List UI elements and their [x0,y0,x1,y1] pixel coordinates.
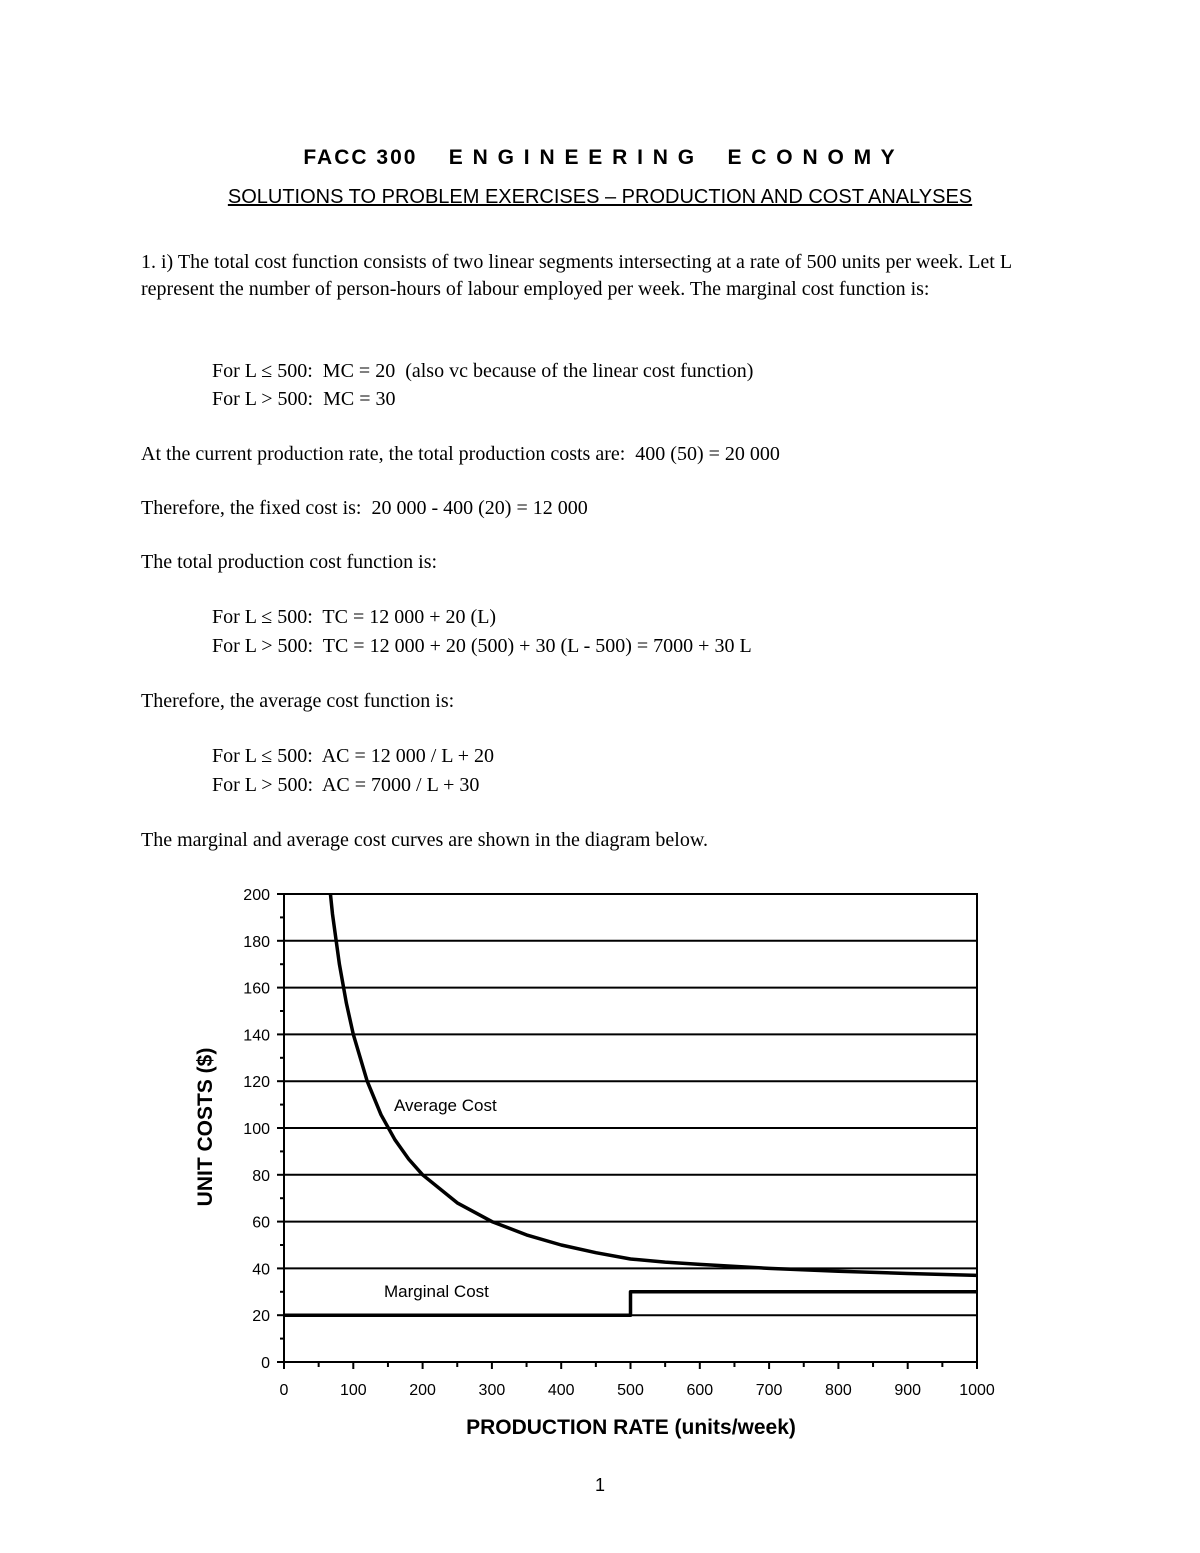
y-axis-title: UNIT COSTS ($) [194,1047,217,1207]
ac-heading: Therefore, the average cost function is: [141,690,455,712]
x-tick-label: 1000 [959,1382,995,1399]
average-cost-label: Average Cost [394,1096,497,1115]
fixed-cost: Therefore, the fixed cost is: 20 000 - 400 (20) = 12 000 [141,497,588,519]
x-tick-label: 900 [894,1382,922,1399]
ac-equation-2: For L > 500: AC = 7000 / L + 30 [212,774,480,796]
y-tick-label: 200 [243,887,270,904]
y-tick-label: 140 [243,1027,270,1045]
y-tick-label: 80 [252,1167,270,1185]
x-tick-label: 300 [478,1382,506,1399]
mc-equation-2: For L > 500: MC = 30 [212,388,396,410]
document-subtitle: SOLUTIONS TO PROBLEM EXERCISES – PRODUCTION AND COST ANALYSES [227,186,973,208]
y-tick-label: 120 [243,1074,270,1092]
x-tick-label: 800 [825,1382,852,1399]
y-tick-label: 40 [252,1261,270,1279]
y-tick-label: 20 [252,1308,270,1326]
y-tick-label: 180 [243,933,270,951]
y-tick-label: 160 [243,980,270,998]
ac-equation-1: For L ≤ 500: AC = 12 000 / L + 20 [212,745,495,767]
x-tick-label: 400 [547,1382,575,1399]
page-number: 1 [594,1475,605,1495]
x-axis-title: PRODUCTION RATE (units/week) [466,1416,796,1439]
tc-equation-1: For L ≤ 500: TC = 12 000 + 20 (L) [212,606,497,628]
marginal-cost-label: Marginal Cost [384,1282,489,1301]
y-tick-label: 0 [261,1355,270,1372]
average-cost-curve [326,847,977,1275]
x-tick-label: 500 [617,1382,644,1399]
current-total-cost: At the current production rate, the total production costs are: 400 (50) = 20 000 [141,443,780,465]
tc-heading: The total production cost function is: [141,551,438,573]
x-tick-label: 100 [339,1382,367,1399]
x-tick-label: 200 [409,1382,436,1399]
y-tick-label: 60 [252,1214,270,1232]
document-title: FACC 300 E N G I N E E R I N G E C O N O M Y [303,146,897,169]
x-tick-label: 0 [279,1382,289,1399]
tc-equation-2: For L > 500: TC = 12 000 + 20 (500) + 30 (L - 500) = 7000 + 30 L [212,635,752,657]
diagram-intro: The marginal and average cost curves are shown in the diagram below. [141,829,709,851]
x-tick-label: 600 [686,1382,714,1399]
y-tick-label: 100 [243,1121,270,1138]
x-tick-label: 700 [755,1382,783,1399]
problem-intro: 1. i) The total cost function consists of two linear segments intersecting at a rate of 500 units per week. Let L represent the number of person-hours of labour employed per week. The marginal cost function is: [141,251,1012,300]
mc-equation-1: For L ≤ 500: MC = 20 (also vc because of the linear cost function) [212,360,754,382]
